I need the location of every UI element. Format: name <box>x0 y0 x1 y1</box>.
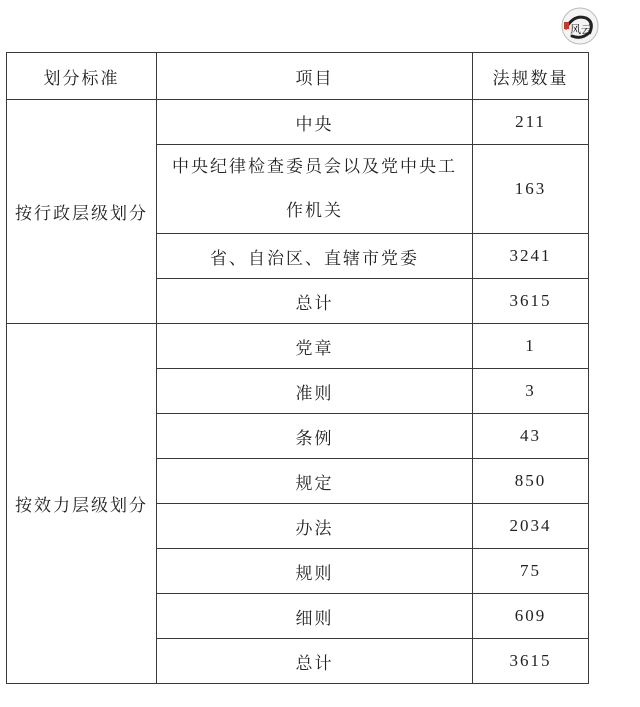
item-cell: 总计 <box>157 279 473 324</box>
ink-brush-seal-logo <box>560 6 600 46</box>
count-cell: 3241 <box>473 234 589 279</box>
item-cell: 办法 <box>157 504 473 549</box>
header-count: 法规数量 <box>473 53 589 100</box>
header-item: 项目 <box>157 53 473 100</box>
item-cell: 中央纪律检查委员会以及党中央工作机关 <box>157 145 473 234</box>
count-cell: 3 <box>473 369 589 414</box>
item-cell: 省、自治区、直辖市党委 <box>157 234 473 279</box>
item-cell: 规定 <box>157 459 473 504</box>
item-cell: 中央 <box>157 100 473 145</box>
count-cell: 1 <box>473 324 589 369</box>
item-cell: 规则 <box>157 549 473 594</box>
count-cell: 850 <box>473 459 589 504</box>
item-cell: 党章 <box>157 324 473 369</box>
table-row <box>7 100 589 145</box>
count-cell: 43 <box>473 414 589 459</box>
header-row <box>7 53 589 100</box>
svg-text:风云: 风云 <box>570 23 592 36</box>
item-cell: 细则 <box>157 594 473 639</box>
header-category: 划分标准 <box>7 53 157 100</box>
count-cell: 163 <box>473 145 589 234</box>
item-cell: 准则 <box>157 369 473 414</box>
group-label-administrative: 按行政层级划分 <box>7 100 157 324</box>
count-cell: 75 <box>473 549 589 594</box>
item-cell: 条例 <box>157 414 473 459</box>
count-cell: 3615 <box>473 639 589 684</box>
count-cell: 3615 <box>473 279 589 324</box>
table-row <box>7 324 589 369</box>
count-cell: 211 <box>473 100 589 145</box>
regulations-table <box>6 52 589 684</box>
item-cell: 总计 <box>157 639 473 684</box>
count-cell: 609 <box>473 594 589 639</box>
group-label-effect: 按效力层级划分 <box>7 324 157 684</box>
count-cell: 2034 <box>473 504 589 549</box>
